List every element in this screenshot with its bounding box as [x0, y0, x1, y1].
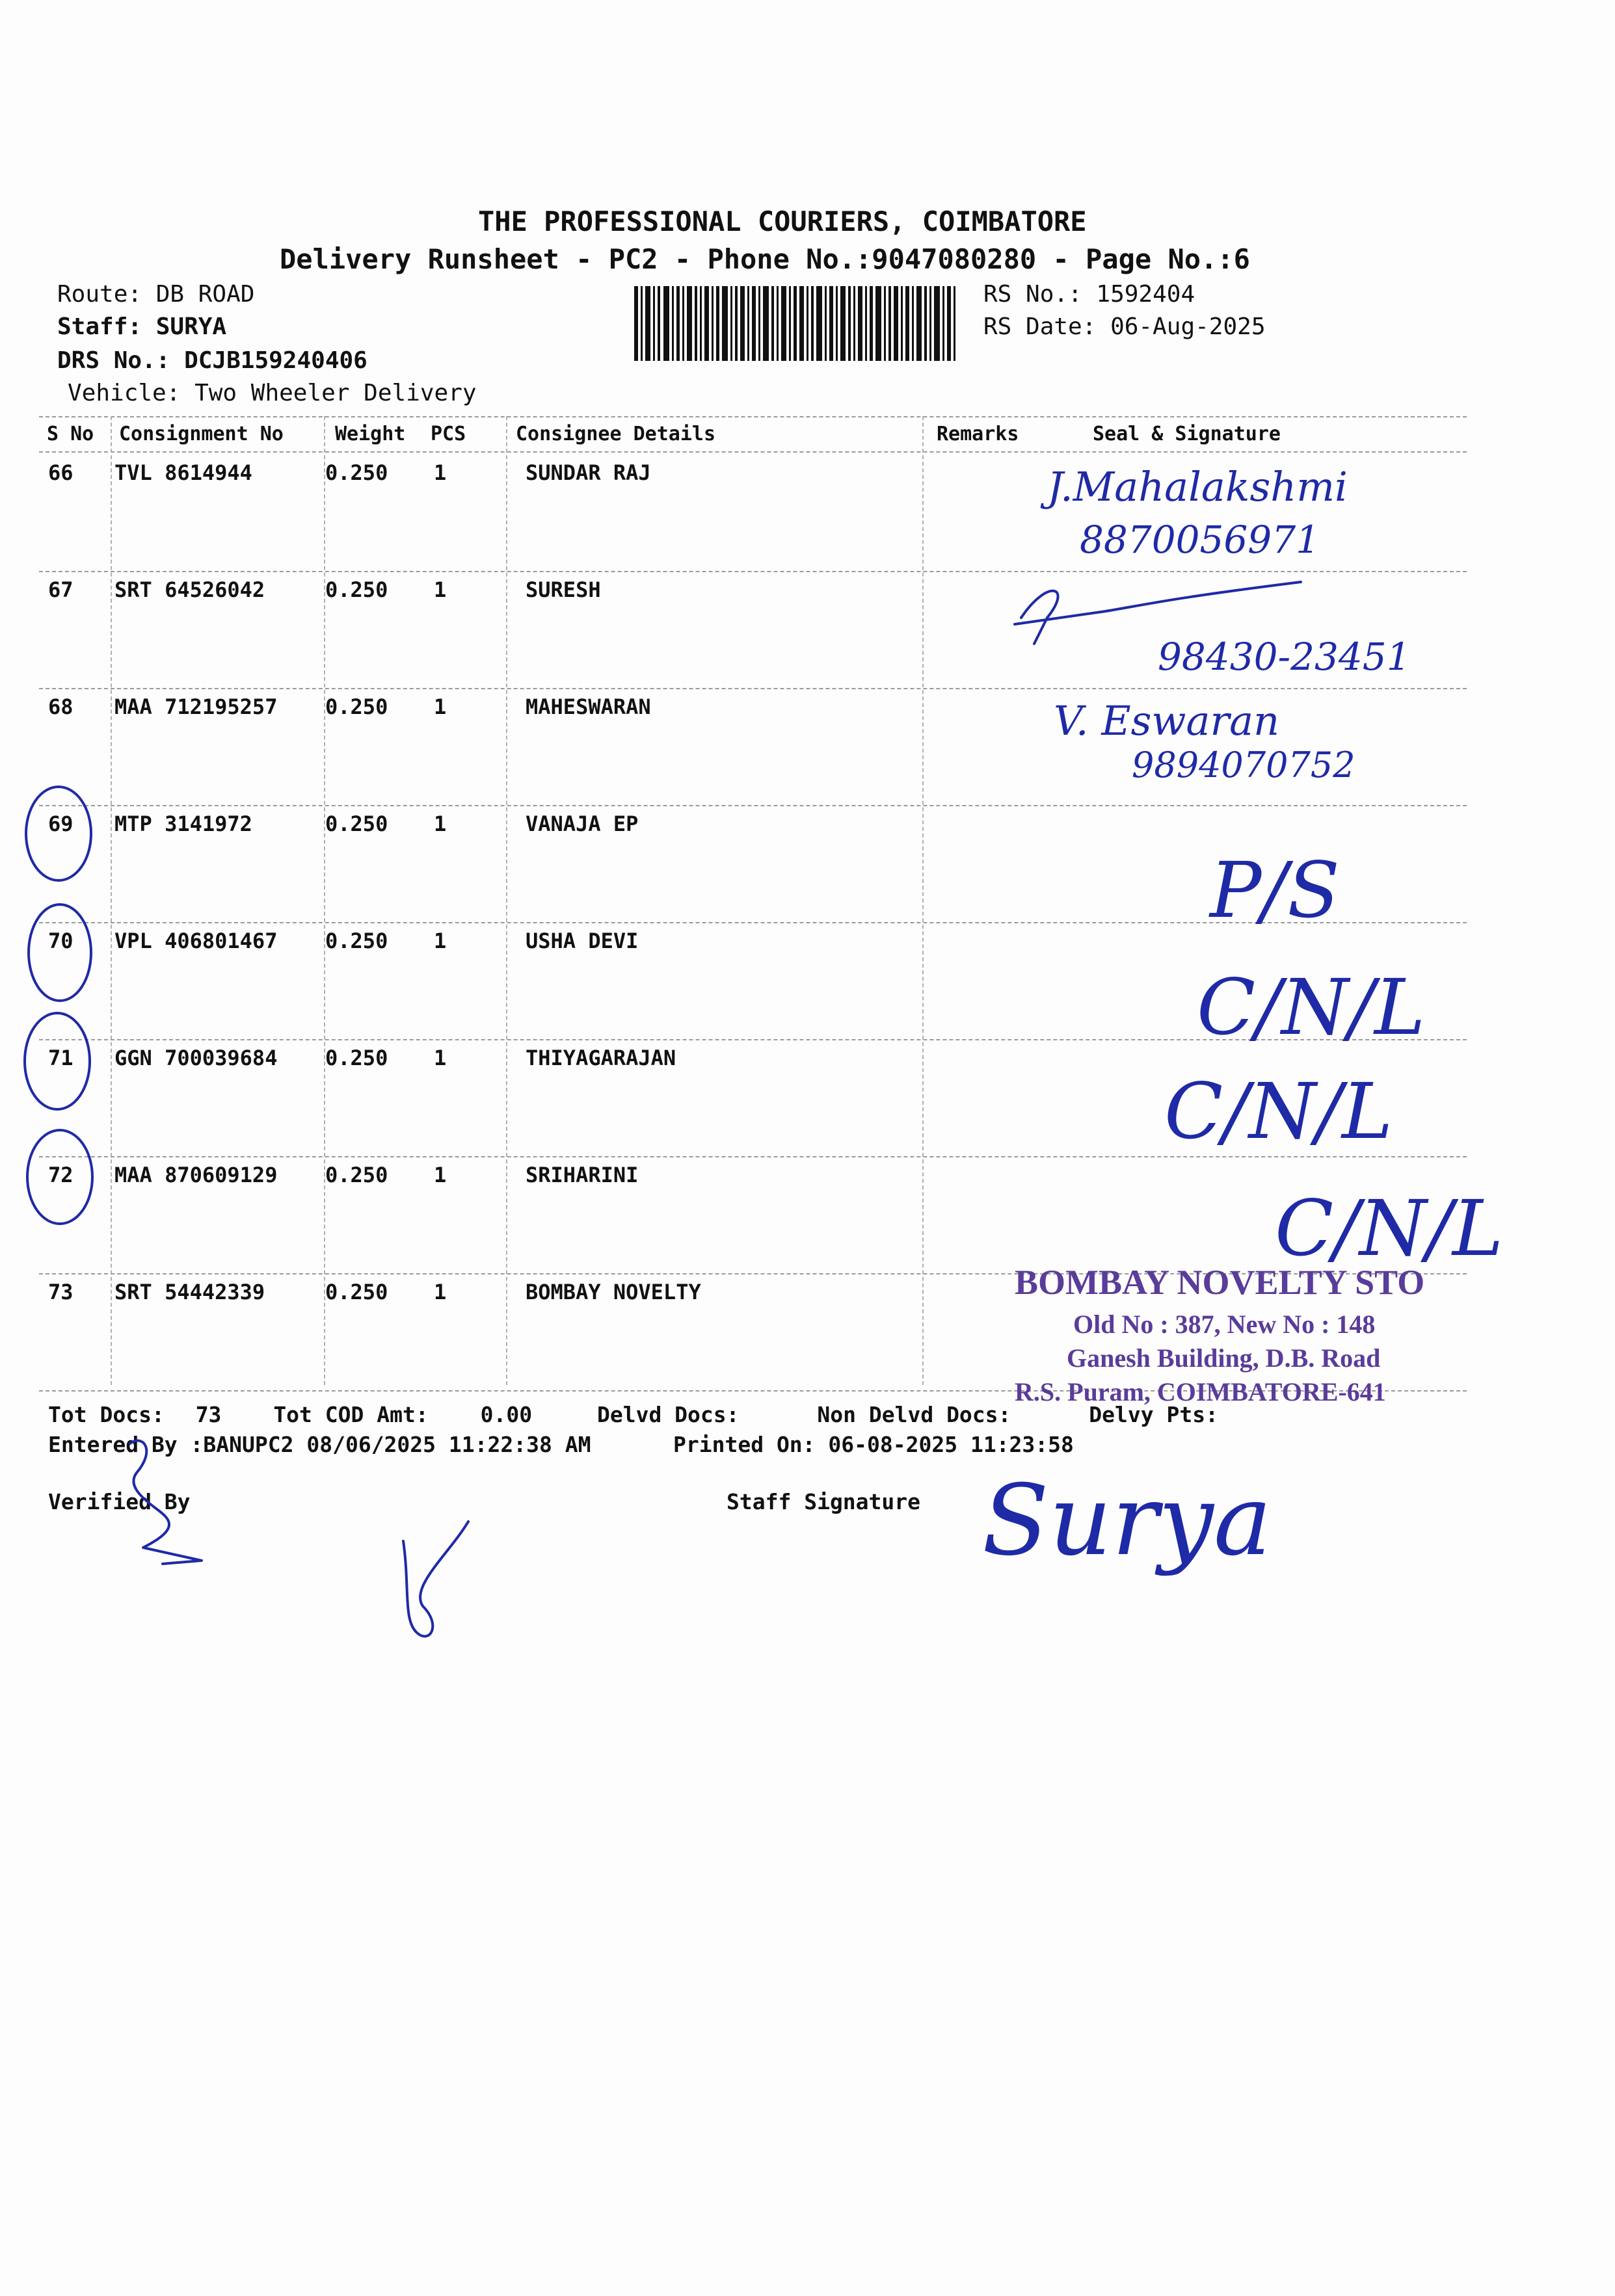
rs-date-line	[983, 313, 1266, 340]
tot-cod-value: 0.00	[480, 1402, 533, 1427]
table-row	[0, 1046, 911, 1072]
row68-signature: V. Eswaran	[1054, 697, 1279, 745]
col-rule	[324, 416, 325, 1385]
staff-signature-text: Surya	[982, 1464, 1272, 1577]
verifier-mark-1	[130, 1441, 202, 1564]
row67-phone: 98430-23451	[1158, 635, 1411, 679]
delvd-docs-label: Delvd Docs:	[596, 1402, 740, 1427]
circle-mark-69	[26, 787, 91, 880]
row68-phone: 9894070752	[1132, 745, 1355, 785]
table-row	[0, 1280, 911, 1306]
row70-remark: C/N/L	[1197, 962, 1426, 1052]
cell-weight: 0.250	[325, 1280, 388, 1304]
cell-sno: 69	[48, 812, 73, 836]
cell-pcs: 1	[434, 1046, 447, 1070]
stamp-line-1: BOMBAY NOVELTY STO	[1015, 1263, 1425, 1302]
route-value: DB ROAD	[155, 281, 255, 308]
cell-consignment: MAA 870609129	[114, 1163, 278, 1187]
cell-consignment: VPL 406801467	[114, 929, 278, 953]
rs-date-label: RS Date:	[983, 313, 1097, 340]
delvy-pts-label: Delvy Pts:	[1089, 1402, 1218, 1427]
col-header-consignee: Consignee Details	[516, 423, 716, 445]
row69-remark: P/S	[1210, 845, 1340, 935]
cell-consignment: TVL 8614944	[114, 460, 252, 485]
staff-handwritten-signature	[969, 1457, 1272, 1593]
cell-pcs: 1	[434, 929, 447, 953]
cell-consignment: SRT 64526042	[114, 577, 265, 602]
cell-consignment: MAA 712195257	[114, 694, 278, 719]
stamp-line-3: Ganesh Building, D.B. Road	[1067, 1343, 1381, 1373]
table-row	[0, 577, 911, 603]
verifier-initials	[98, 1437, 501, 1645]
company-stamp	[1002, 1261, 1457, 1411]
totals-line	[48, 1402, 1218, 1427]
col-rule	[506, 416, 507, 1385]
cell-consignee: SRIHARINI	[526, 1163, 639, 1187]
rs-no-line	[983, 281, 1195, 308]
vehicle-line	[68, 380, 477, 406]
staff-label: Staff:	[57, 313, 142, 340]
vehicle-label: Vehicle:	[68, 380, 181, 406]
circle-mark-70	[29, 904, 91, 1001]
drs-label: DRS No.:	[57, 347, 170, 374]
circle-mark-71	[25, 1013, 90, 1109]
cell-sno: 66	[48, 460, 73, 485]
cell-sno: 72	[48, 1163, 73, 1187]
cell-sno: 73	[48, 1280, 73, 1304]
sno-circle-marks	[13, 767, 117, 1261]
cell-pcs: 1	[434, 1280, 447, 1304]
verifier-mark-2	[403, 1522, 468, 1636]
cell-pcs: 1	[434, 577, 447, 602]
cell-consignee: VANAJA EP	[526, 812, 639, 836]
drs-line	[57, 347, 367, 374]
cell-sno: 67	[48, 577, 73, 602]
cell-consignee: BOMBAY NOVELTY	[526, 1280, 701, 1304]
tot-docs-label: Tot Docs:	[48, 1402, 165, 1427]
table-row	[0, 460, 911, 486]
route-line	[57, 281, 254, 308]
verified-by-label: Verified By	[48, 1489, 191, 1514]
cell-consignee: USHA DEVI	[526, 929, 639, 953]
printed-on: Printed On: 06-08-2025 11:23:58	[673, 1432, 1074, 1457]
cell-weight: 0.250	[325, 694, 388, 719]
col-header-pcs: PCS	[431, 423, 466, 445]
row66-phone: 8870056971	[1080, 518, 1320, 562]
entered-by: Entered By :BANUPC2 08/06/2025 11:22:38 AM	[48, 1432, 591, 1457]
cell-weight: 0.250	[325, 812, 388, 836]
cell-consignee: SURESH	[526, 577, 601, 602]
cell-sno: 70	[48, 929, 73, 953]
cell-weight: 0.250	[325, 460, 388, 485]
cell-weight: 0.250	[325, 1046, 388, 1070]
company-title: THE PROFESSIONAL COURIERS, COIMBATORE	[478, 205, 1087, 237]
col-header-sno: S No	[47, 423, 94, 445]
staff-line	[57, 313, 226, 340]
table-row	[0, 694, 911, 720]
table-row	[0, 1163, 911, 1189]
barcode	[634, 286, 959, 361]
table-row	[0, 812, 911, 838]
cell-consignee: SUNDAR RAJ	[526, 460, 651, 485]
cell-weight: 0.250	[325, 1163, 388, 1187]
rs-no-label: RS No.:	[983, 281, 1082, 308]
cell-consignment: GGN 700039684	[114, 1046, 278, 1070]
cell-consignee: MAHESWARAN	[526, 694, 651, 719]
non-delvd-docs-label: Non Delvd Docs:	[817, 1402, 1011, 1427]
circle-mark-72	[27, 1130, 92, 1224]
tot-docs-value: 73	[195, 1402, 222, 1427]
col-rule	[922, 416, 924, 1385]
tot-cod-label: Tot COD Amt:	[273, 1402, 429, 1427]
stamp-line-4: R.S. Puram, COIMBATORE-641	[1015, 1377, 1386, 1406]
staff-signature-label: Staff Signature	[727, 1489, 921, 1514]
cell-weight: 0.250	[325, 577, 388, 602]
col-header-remarks: Remarks	[937, 423, 1019, 445]
cell-consignment: MTP 3141972	[114, 812, 252, 836]
stamp-line-2: Old No : 387, New No : 148	[1073, 1310, 1376, 1339]
runsheet-subtitle: Delivery Runsheet - PC2 - Phone No.:9047080280 - Page No.:6	[280, 243, 1250, 275]
cell-pcs: 1	[434, 694, 447, 719]
cell-consignee: THIYAGARAJAN	[526, 1046, 676, 1070]
cell-sno: 68	[48, 694, 73, 719]
cell-sno: 71	[48, 1046, 73, 1070]
vehicle-value: Two Wheeler Delivery	[194, 380, 477, 406]
staff-value: SURYA	[155, 313, 227, 340]
row72-remark: C/N/L	[1275, 1183, 1504, 1273]
row71-remark: C/N/L	[1164, 1066, 1393, 1156]
col-header-weight: Weight	[335, 423, 406, 445]
table-top-rule	[39, 416, 1467, 417]
route-label: Route:	[57, 281, 142, 308]
col-header-seal-signature: Seal & Signature	[1093, 423, 1281, 445]
cell-consignment: SRT 54442339	[114, 1280, 265, 1304]
cell-pcs: 1	[434, 812, 447, 836]
cell-weight: 0.250	[325, 929, 388, 953]
col-header-consignment: Consignment No	[119, 423, 284, 445]
rs-date-value: 06-Aug-2025	[1110, 313, 1266, 340]
row66-signature: J.Mahalakshmi	[1047, 463, 1348, 510]
rs-no-value: 1592404	[1096, 281, 1195, 308]
drs-value: DCJB159240406	[184, 347, 367, 374]
cell-pcs: 1	[434, 460, 447, 485]
table-row	[0, 929, 911, 955]
cell-pcs: 1	[434, 1163, 447, 1187]
handwriting-layer	[976, 449, 1509, 1281]
